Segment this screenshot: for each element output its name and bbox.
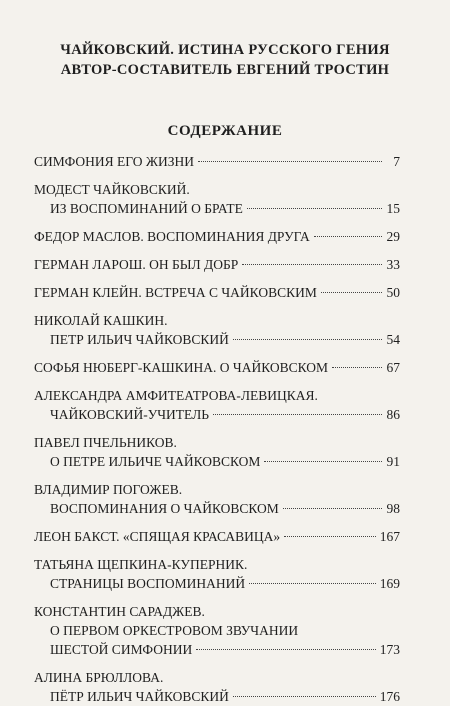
toc-entry-line [34, 227, 400, 246]
toc-entry-text: ЧАЙКОВСКИЙ-УЧИТЕЛЬ [50, 407, 210, 422]
toc-page-number: 167 [379, 529, 400, 544]
toc-entry-line [34, 180, 400, 199]
toc-entry [34, 311, 400, 349]
dot-leader [213, 414, 382, 415]
dot-leader [284, 536, 376, 537]
toc-entry [34, 433, 400, 471]
toc-entry-line [34, 386, 400, 405]
toc-entry-text: ГЕРМАН КЛЕЙН. ВСТРЕЧА С ЧАЙКОВСКИМ [34, 285, 317, 300]
dot-leader [321, 292, 382, 293]
toc-entry [34, 602, 400, 659]
toc-entry [34, 668, 400, 706]
toc-page-number: 29 [386, 229, 400, 244]
toc-entry-line [34, 499, 400, 518]
toc-entry-line [34, 621, 400, 640]
dot-leader [233, 696, 376, 697]
toc-entry-line [34, 527, 400, 546]
toc-entry-text: ЛЕОН БАКСТ. «СПЯЩАЯ КРАСАВИЦА» [34, 529, 281, 544]
toc-entry-text: СИМФОНИЯ ЕГО ЖИЗНИ [34, 154, 194, 169]
toc-entry-line [34, 452, 400, 471]
toc-entry-line [34, 255, 400, 274]
toc-page-number: 54 [386, 332, 400, 347]
toc-page-number: 98 [386, 501, 400, 516]
toc-entry-line [34, 433, 400, 452]
toc-entry [34, 386, 400, 424]
toc-entry-line [34, 555, 400, 574]
toc-entry-text: НИКОЛАЙ КАШКИН. [34, 313, 168, 328]
dot-leader [233, 339, 382, 340]
toc-entry-text: СОФЬЯ НЮБЕРГ-КАШКИНА. О ЧАЙКОВСКОМ [34, 360, 329, 375]
dot-leader [332, 367, 382, 368]
toc-entry-line [34, 199, 400, 218]
dot-leader [264, 461, 382, 462]
toc-entry [34, 283, 400, 302]
toc-entry [34, 480, 400, 518]
toc-page-number: 50 [386, 285, 400, 300]
toc-entry [34, 255, 400, 274]
toc-entry [34, 180, 400, 218]
toc-page-number: 86 [386, 407, 400, 422]
toc-entry-text: О ПЕТРЕ ИЛЬИЧЕ ЧАЙКОВСКОМ [50, 454, 261, 469]
toc-page-number: 176 [379, 689, 400, 704]
contents-title: СОДЕРЖАНИЕ [167, 123, 283, 139]
toc-page-number: 7 [393, 154, 400, 169]
dot-leader [283, 508, 382, 509]
toc-entry-line [34, 602, 400, 621]
table-of-contents [34, 152, 400, 706]
toc-entry-text: ПЕТР ИЛЬИЧ ЧАЙКОВСКИЙ [50, 332, 229, 347]
toc-entry [34, 227, 400, 246]
toc-entry-text: ИЗ ВОСПОМИНАНИЙ О БРАТЕ [50, 201, 243, 216]
toc-page-number: 173 [379, 642, 400, 657]
toc-entry-line [34, 405, 400, 424]
toc-page-number: 169 [379, 576, 400, 591]
toc-entry-text: КОНСТАНТИН САРАДЖЕВ. [34, 604, 205, 619]
toc-entry-text: ПАВЕЛ ПЧЕЛЬНИКОВ. [34, 435, 177, 450]
toc-entry-line [34, 152, 400, 171]
toc-entry-text: ГЕРМАН ЛАРОШ. ОН БЫЛ ДОБР [34, 257, 239, 272]
toc-entry-line [34, 640, 400, 659]
dot-leader [196, 649, 376, 650]
toc-entry-text: ВЛАДИМИР ПОГОЖЕВ. [34, 482, 183, 497]
toc-page-number: 33 [386, 257, 400, 272]
toc-entry [34, 555, 400, 593]
toc-page-number: 67 [386, 360, 400, 375]
toc-entry-line [34, 311, 400, 330]
dot-leader [314, 236, 382, 237]
toc-entry [34, 358, 400, 377]
toc-entry-line [34, 480, 400, 499]
dot-leader [247, 208, 382, 209]
toc-page-number: 91 [386, 454, 400, 469]
toc-entry-text: ВОСПОМИНАНИЯ О ЧАЙКОВСКОМ [50, 501, 279, 516]
book-header [0, 40, 450, 80]
toc-entry-text: ФЕДОР МАСЛОВ. ВОСПОМИНАНИЯ ДРУГА [34, 229, 310, 244]
dot-leader [242, 264, 382, 265]
toc-page-number: 15 [386, 201, 400, 216]
dot-leader [249, 583, 376, 584]
toc-entry-text: МОДЕСТ ЧАЙКОВСКИЙ. [34, 182, 190, 197]
toc-entry-text: ШЕСТОЙ СИМФОНИИ [50, 642, 193, 657]
toc-entry-text: СТРАНИЦЫ ВОСПОМИНАНИЙ [50, 576, 246, 591]
toc-entry-line [34, 330, 400, 349]
toc-entry-line [34, 358, 400, 377]
dot-leader [198, 161, 382, 162]
toc-entry-text: О ПЕРВОМ ОРКЕСТРОВОМ ЗВУЧАНИИ [50, 623, 299, 638]
toc-entry-line [34, 687, 400, 706]
toc-entry-text: ПЁТР ИЛЬИЧ ЧАЙКОВСКИЙ [50, 689, 229, 704]
toc-entry [34, 152, 400, 171]
toc-entry-text: АЛЕКСАНДРА АМФИТЕАТРОВА-ЛЕВИЦКАЯ. [34, 388, 318, 403]
toc-entry-text: ТАТЬЯНА ЩЕПКИНА-КУПЕРНИК. [34, 557, 248, 572]
toc-entry-line [34, 283, 400, 302]
toc-entry [34, 527, 400, 546]
book-title: ЧАЙКОВСКИЙ. ИСТИНА РУССКОГО ГЕНИЯ [60, 42, 390, 58]
toc-entry-text: АЛИНА БРЮЛЛОВА. [34, 670, 164, 685]
book-author: АВТОР-СОСТАВИТЕЛЬ ЕВГЕНИЙ ТРОСТИН [60, 62, 390, 78]
toc-entry-line [34, 574, 400, 593]
